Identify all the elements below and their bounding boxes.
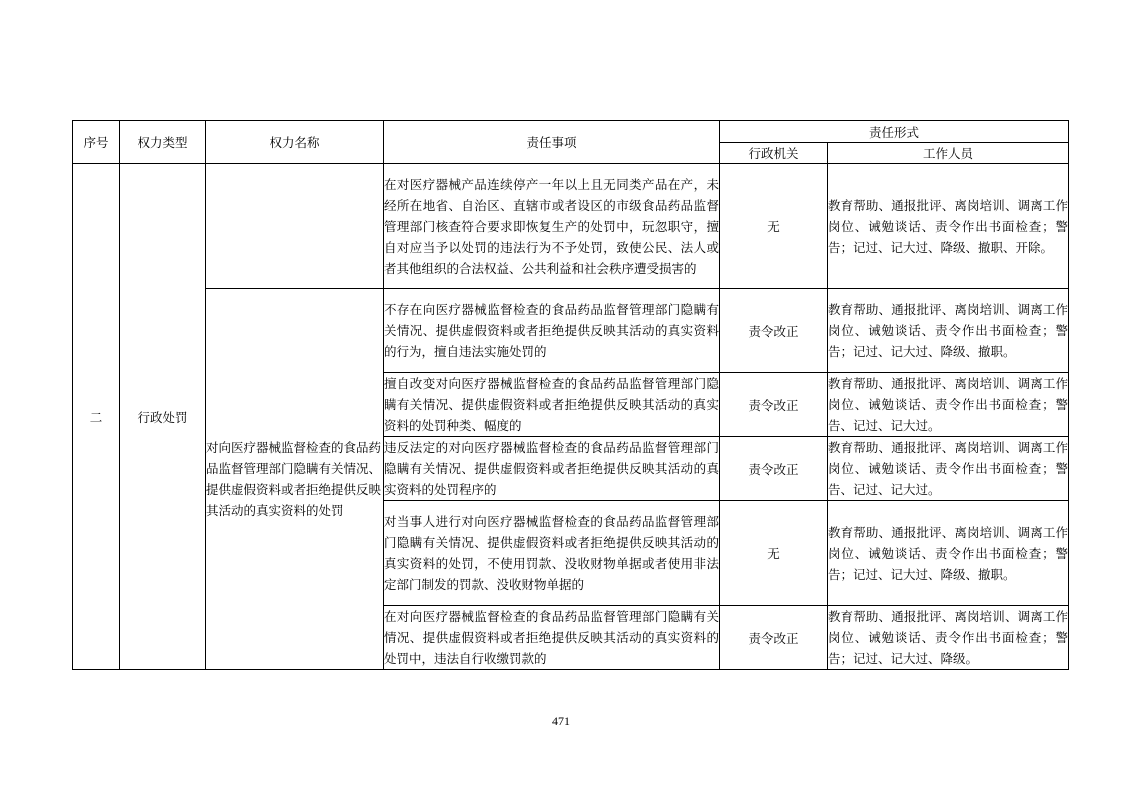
row-staff: 教育帮助、通报批评、离岗培训、调离工作岗位、诫勉谈话、责令作出书面检查；警告；记过、记大过、降级、撤职。	[828, 289, 1069, 373]
row-admin: 无	[720, 164, 828, 289]
page-number: 471	[552, 714, 570, 728]
row-admin: 责令改正	[720, 289, 828, 373]
header-resp-form: 责任形式	[720, 121, 1069, 143]
table-row	[73, 164, 1069, 289]
group-power-name: 对向医疗器械监督检查的食品药品监督管理部门隐瞒有关情况、提供虚假资料或者拒绝提供反映其活动的真实资料的处罚	[206, 289, 384, 670]
empty-name-cell	[206, 164, 384, 289]
header-staff: 工作人员	[828, 143, 1069, 164]
row-matter: 违反法定的对向医疗器械监督检查的食品药品监督管理部门隐瞒有关情况、提供虚假资料或者拒绝提供反映其活动的真实资料的处罚程序的	[384, 437, 720, 501]
row-matter: 对当事人进行对向医疗器械监督检查的食品药品监督管理部门隐瞒有关情况、提供虚假资料或者拒绝提供反映其活动的真实资料的处罚，不使用罚款、没收财物单据或者使用非法定部门制发的罚款、没收财物单据的	[384, 501, 720, 606]
group-power-type: 行政处罚	[120, 164, 206, 670]
row-matter: 在对医疗器械产品连续停产一年以上且无同类产品在产，未经所在地省、自治区、直辖市或者设区的市级食品药品监督管理部门核查符合要求即恢复生产的处罚中，玩忽职守，擅自对应当予以处罚的违法行为不予处罚，致使公民、法人或者其他组织的合法权益、公共利益和社会秩序遭受损害的	[384, 164, 720, 289]
row-matter: 擅自改变对向医疗器械监督检查的食品药品监督管理部门隐瞒有关情况、提供虚假资料或者拒绝提供反映其活动的真实资料的处罚种类、幅度的	[384, 373, 720, 437]
row-staff: 教育帮助、通报批评、离岗培训、调离工作岗位、诫勉谈话、责令作出书面检查；警告；记过、记大过、降级、撤职、开除。	[828, 164, 1069, 289]
header-power-name: 权力名称	[206, 121, 384, 164]
row-staff: 教育帮助、通报批评、离岗培训、调离工作岗位、诫勉谈话、责令作出书面检查；警告；记过、记大过、降级。	[828, 606, 1069, 670]
row-admin: 责令改正	[720, 606, 828, 670]
row-staff: 教育帮助、通报批评、离岗培训、调离工作岗位、诫勉谈话、责令作出书面检查；警告；记过、记大过、降级、撤职。	[828, 501, 1069, 606]
header-admin-org: 行政机关	[720, 143, 828, 164]
header-responsibility: 责任事项	[384, 121, 720, 164]
table-row	[73, 289, 1069, 373]
header-seq: 序号	[73, 121, 120, 164]
row-staff: 教育帮助、通报批评、离岗培训、调离工作岗位、诫勉谈话、责令作出书面检查；警告、记过、记大过。	[828, 373, 1069, 437]
header-row	[73, 121, 1069, 143]
group-seq: 二	[73, 164, 120, 670]
row-admin: 责令改正	[720, 437, 828, 501]
row-staff: 教育帮助、通报批评、离岗培训、调离工作岗位、诫勉谈话、责令作出书面检查；警告、记过、记大过。	[828, 437, 1069, 501]
row-matter: 不存在向医疗器械监督检查的食品药品监督管理部门隐瞒有关情况、提供虚假资料或者拒绝提供反映其活动的真实资料的行为，擅自违法实施处罚的	[384, 289, 720, 373]
row-admin: 责令改正	[720, 373, 828, 437]
row-matter: 在对向医疗器械监督检查的食品药品监督管理部门隐瞒有关情况、提供虚假资料或者拒绝提供反映其活动的真实资料的处罚中，违法自行收缴罚款的	[384, 606, 720, 670]
header-power-type: 权力类型	[120, 121, 206, 164]
row-admin: 无	[720, 501, 828, 606]
responsibility-table	[72, 120, 1069, 670]
